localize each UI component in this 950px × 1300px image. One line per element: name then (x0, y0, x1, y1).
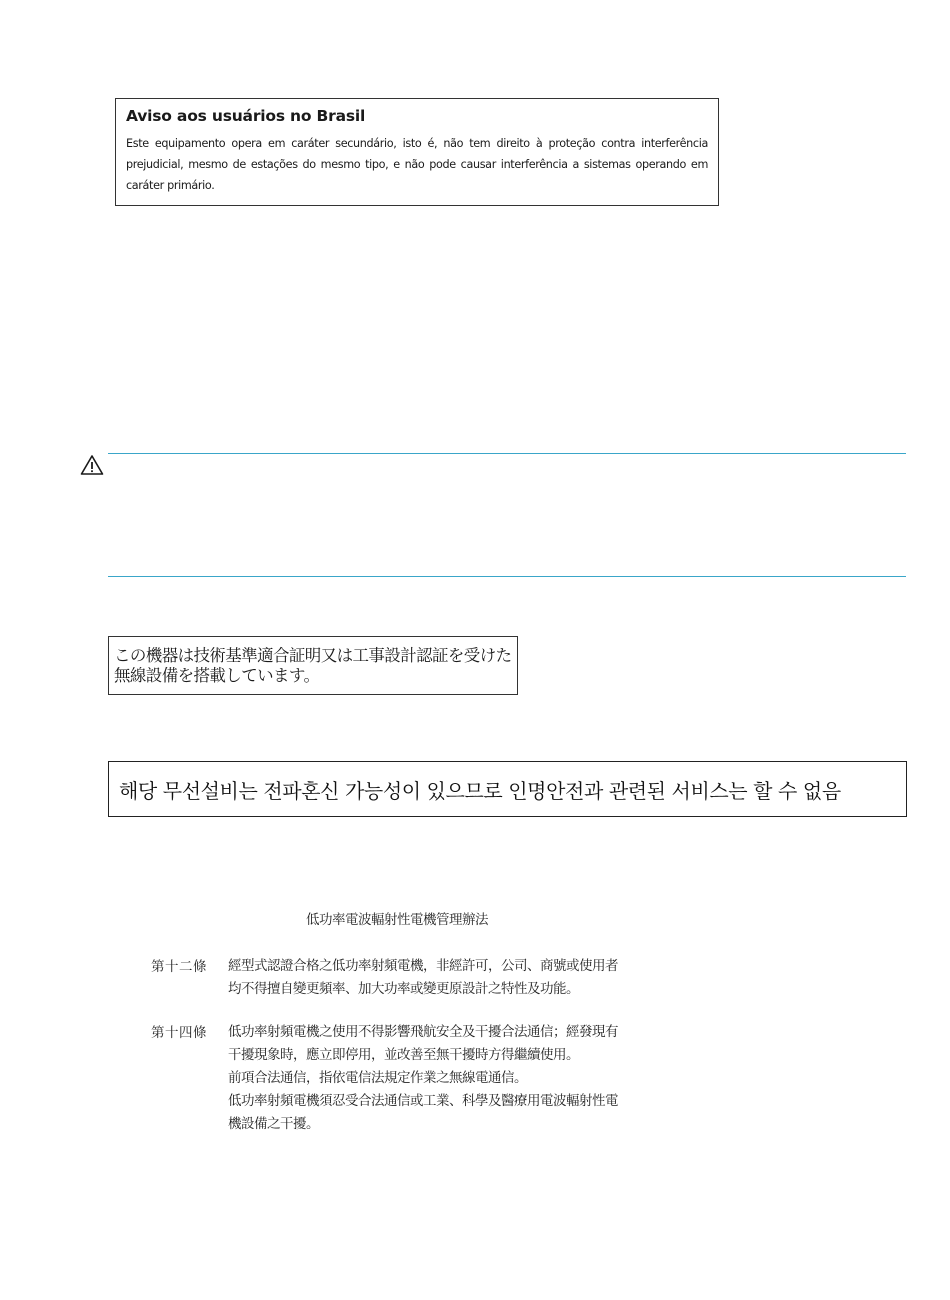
caution-top-rule (108, 453, 906, 454)
article-label: 第十四條 (151, 1025, 207, 1041)
korea-notice-text: 해당 무선설비는 전파혼신 가능성이 있으므로 인명안전과 관련된 서비스는 할 수 없음 (119, 778, 841, 803)
brazil-notice-body: Este equipamento opera em caráter secundário, isto é, não tem direito à proteção contra interferência prejudicial, mesmo de estações do mesmo tipo, e não pode causar interferência a sistemas operando em caráter primário. (126, 137, 708, 192)
taiwan-notice-title: 低功率電波輻射性電機管理辦法 (306, 912, 488, 928)
japan-notice-box (108, 636, 518, 695)
brazil-notice-title: Aviso aos usuários no Brasil (126, 107, 366, 125)
article-body (228, 955, 618, 1001)
caution-bottom-rule (108, 576, 906, 577)
article-label: 第十二條 (151, 959, 207, 975)
article-line: 均不得擅自變更頻率、加大功率或變更原設計之特性及功能。 (228, 981, 579, 997)
article-line: 低功率射頻電機須忍受合法通信或工業、科學及醫療用電波輻射性電 (228, 1093, 618, 1109)
article-line: 機設備之干擾。 (228, 1116, 319, 1132)
japan-notice-line: 無線設備を搭載しています。 (114, 666, 320, 685)
japan-notice-line: この機器は技術基準適合証明又は工事設計認証を受けた (114, 646, 512, 665)
article-line: 低功率射頻電機之使用不得影響飛航安全及干擾合法通信；經發現有 (228, 1024, 618, 1040)
article-line: 前項合法通信，指依電信法規定作業之無線電通信。 (228, 1070, 527, 1086)
article-line: 經型式認證合格之低功率射頻電機，非經許可，公司、商號或使用者 (228, 958, 618, 974)
warning-triangle-icon (80, 454, 104, 476)
article-body (228, 1021, 618, 1136)
article-line: 干擾現象時，應立即停用，並改善至無干擾時方得繼續使用。 (228, 1047, 579, 1063)
brazil-notice-box (115, 98, 719, 206)
korea-notice-box (108, 761, 907, 817)
